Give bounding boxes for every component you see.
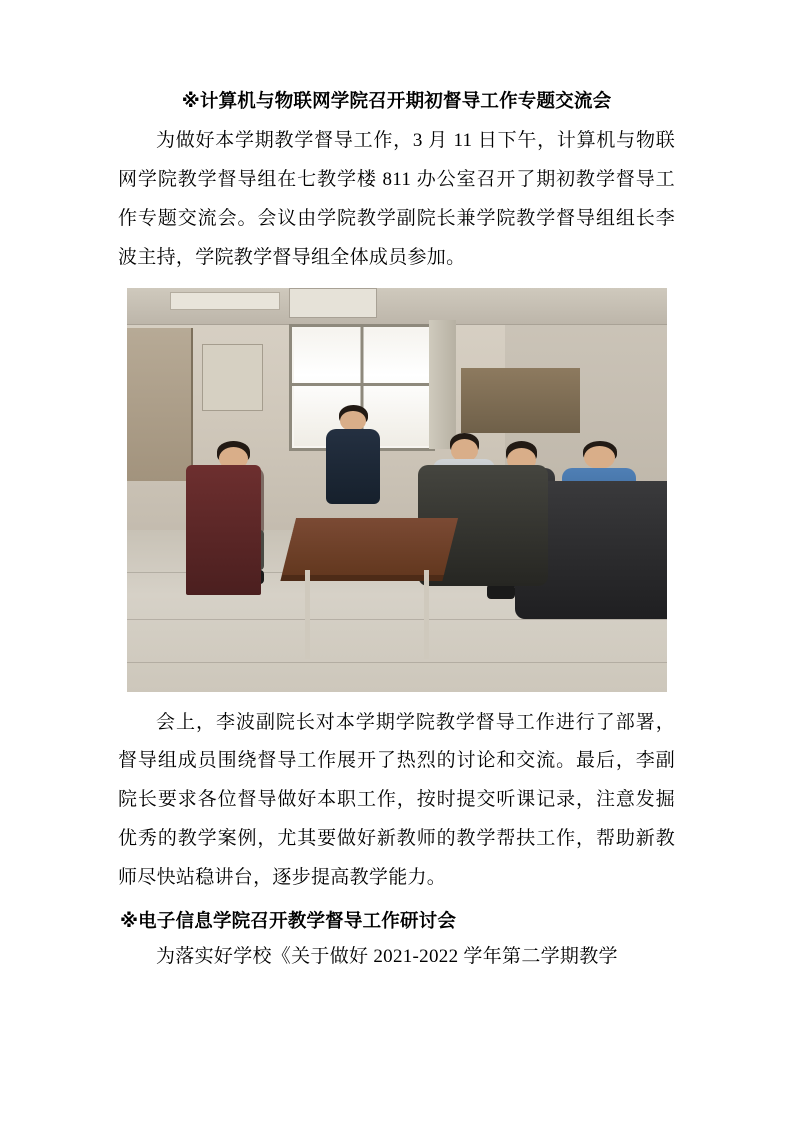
photo-window-mullion-horizontal xyxy=(292,383,432,386)
photo-conference-table xyxy=(281,518,457,575)
photo-person-standing xyxy=(321,405,386,526)
section-heading-2: ※电子信息学院召开教学督导工作研讨会 xyxy=(120,911,457,933)
paragraph-2: 会上，李波副院长对本学期学院教学督导工作进行了部署，督导组成员围绕督导工作展开了热烈的讨论和交流。最后，李副院长要求各位督导做好本职工作，按时提交听课记录，注意发掘优秀的教学案例，尤其要做好新教师的教学帮扶工作，帮助新教师尽快站稳讲台，逐步提高教学能力。 xyxy=(118,711,675,889)
paragraph-3: 为落实好学校《关于做好 2021-2022 学年第二学期教学 xyxy=(156,945,618,967)
figure-meeting-photo xyxy=(118,288,675,692)
photo-wall-poster xyxy=(202,344,263,411)
section-heading-1: ※计算机与物联网学院召开期初督导工作专题交流会 xyxy=(181,91,612,112)
photo-door xyxy=(127,328,194,482)
photo-air-conditioner xyxy=(289,288,377,318)
photo-ceiling-panel xyxy=(170,292,280,310)
photo-curtain xyxy=(429,320,456,449)
paragraph-1: 为做好本学期教学督导工作，3 月 11 日下午，计算机与物联网学院教学督导组在七教学楼 811 办公室召开了期初教学督导工作专题交流会。会议由学院教学副院长兼学院教学督导组组长李波主持，学院教学督导组全体成员参加。 xyxy=(118,129,675,268)
photo-cabinet xyxy=(461,368,580,433)
photo-chair-left xyxy=(186,465,262,594)
photo-meeting-room xyxy=(127,288,667,692)
